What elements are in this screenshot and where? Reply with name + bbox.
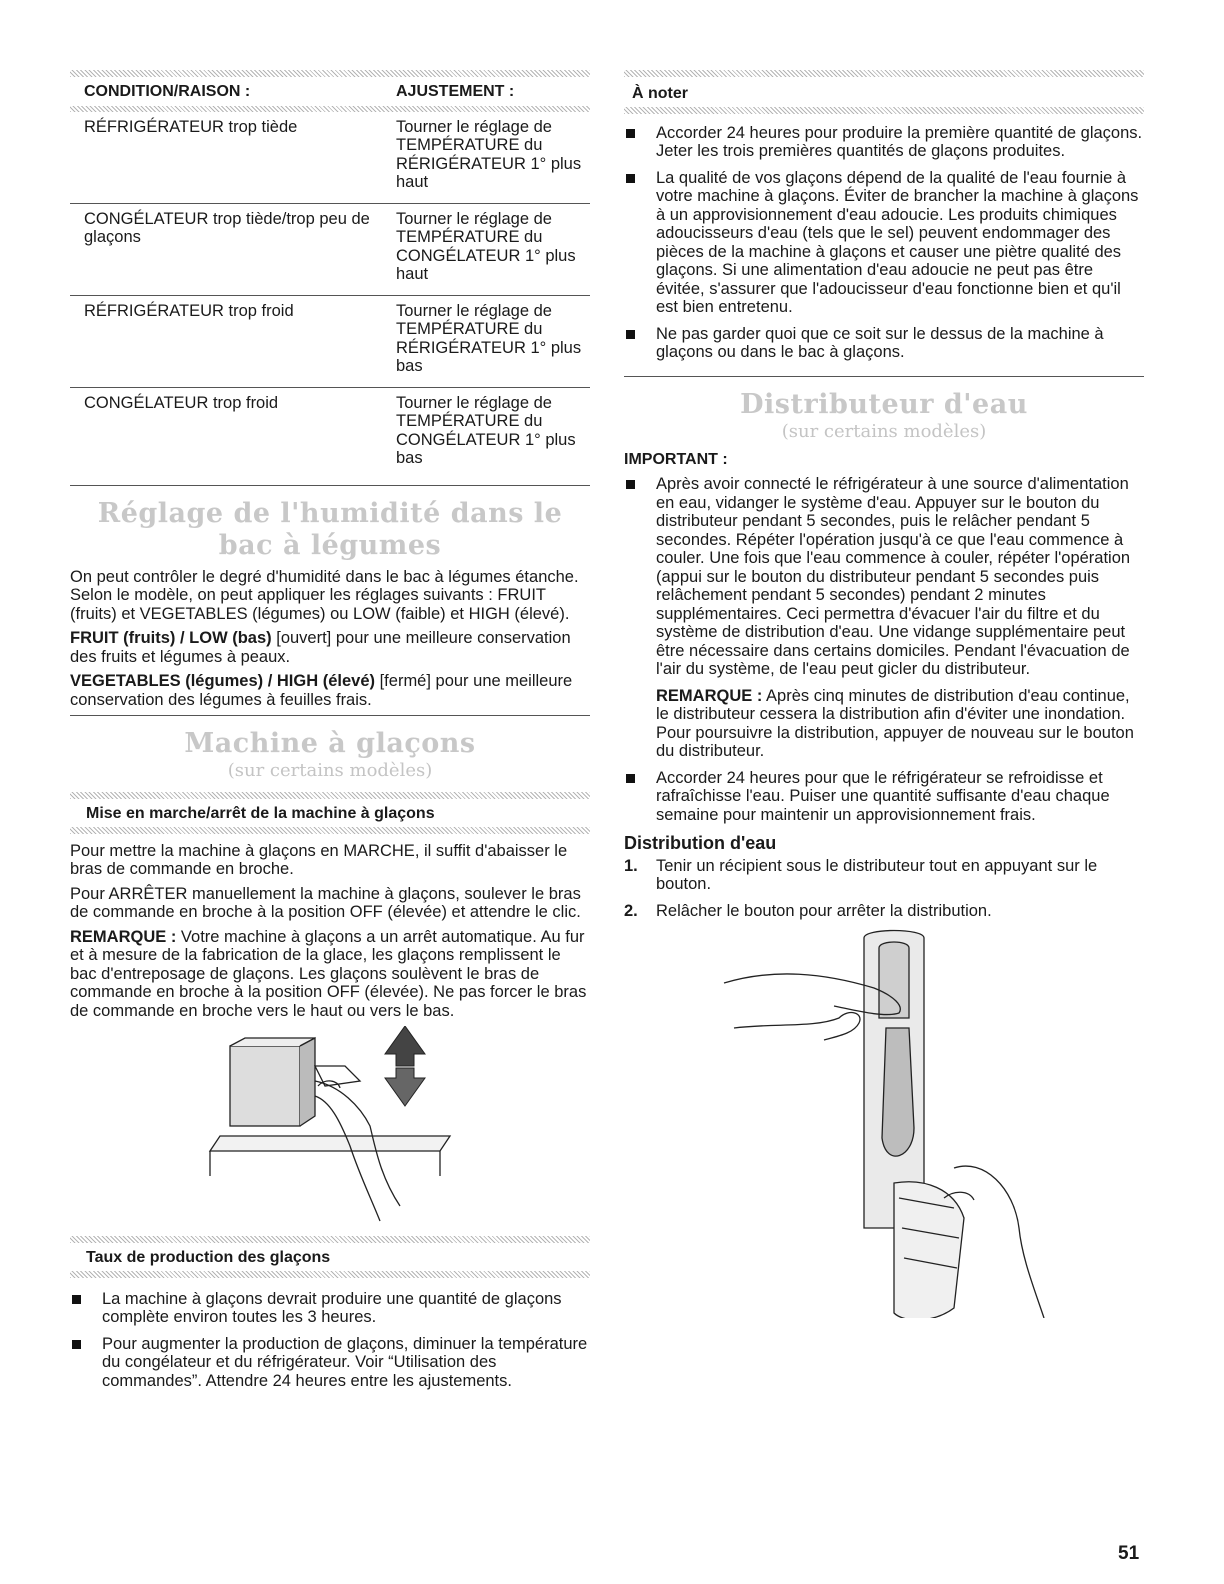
- icemaker-illustration: [70, 1026, 590, 1236]
- table-header-condition: CONDITION/RAISON :: [84, 83, 251, 100]
- subhead-rule-top: [70, 1236, 590, 1243]
- list-item: [624, 857, 1144, 894]
- water-note-label: REMARQUE :: [656, 686, 763, 705]
- dispensing-steps: [624, 857, 1144, 921]
- table-row: [70, 387, 590, 479]
- subhead-rule-top: [70, 792, 590, 799]
- icemaker-rate-list: [70, 1290, 590, 1391]
- table-header-adjustment: AJUSTEMENT :: [396, 83, 515, 100]
- subhead-rule-bottom: [70, 1271, 590, 1278]
- table-cell-adjustment: Tourner le réglage de TEMPÉRATURE du CONGÉLATEUR 1° plus bas: [396, 387, 590, 479]
- table-cell-adjustment: Tourner le réglage de TEMPÉRATURE du CONGÉLATEUR 1° plus haut: [396, 203, 590, 295]
- icemaker-note-label: REMARQUE :: [70, 927, 177, 946]
- step-number: 2.: [624, 901, 638, 920]
- list-item: [624, 475, 1144, 761]
- table-cell-adjustment: Tourner le réglage de TEMPÉRATURE du RÉRIGÉRATEUR 1° plus bas: [396, 295, 590, 387]
- fruit-setting-label: FRUIT (fruits) / LOW (bas): [70, 629, 272, 647]
- list-item: La qualité de vos glaçons dépend de la qualité de l'eau fournie à votre machine à glaçons. Éviter de brancher la machine à glaçons à un approvisionnement d'eau adoucie. Les produits chimiques adoucisseurs d'eau (tels que le sel) peuvent endommager des pièces de la machine à glaçons et causer une piètre qualité des glaçons. Si une alimentation d'eau adoucie ne peut pas être évitée, s'assurer que l'adoucisseur d'eau fonctionne bien et qu'il est bien entretenu.: [624, 169, 1144, 317]
- water-section-subtitle: (sur certains modèles): [781, 420, 987, 442]
- subhead-rule-bottom: [624, 107, 1144, 114]
- table-cell-condition: RÉFRIGÉRATEUR trop froid: [70, 295, 396, 387]
- icemaker-section-title: Machine à glaçons: [184, 728, 476, 759]
- humidity-section-title: Réglage de l'humidité dans le bac à légumes: [97, 497, 563, 561]
- icemaker-note-paragraph: [70, 928, 590, 1021]
- left-column: [70, 70, 590, 1398]
- table-top-rule: [70, 70, 590, 77]
- step-number: 1.: [624, 856, 638, 875]
- veg-setting-text: [fermé] pour une meilleure conservation des légumes à feuilles frais.: [70, 672, 573, 709]
- icemaker-note-text: Votre machine à glaçons a un arrêt automatique. Au fur et à mesure de la fabrication de la glace, les glaçons remplissent le bac d'entreposage de glaçons. Les glaçons soulèvent le bras de commande en broche à la position OFF (élevée). Ne pas forcer le bras de commande en broche vers le haut ou vers le bas.: [70, 927, 587, 1020]
- water-section-title: Distributeur d'eau: [740, 388, 1028, 420]
- notes-list: [624, 124, 1144, 362]
- icemaker-arm-illustration: [70, 1026, 590, 1236]
- right-column: [624, 70, 1144, 1318]
- notes-heading: À noter: [632, 85, 688, 102]
- subhead-rule-top: [624, 70, 1144, 77]
- adjustment-table: [70, 77, 590, 479]
- icemaker-onoff-heading: Mise en marche/arrêt de la machine à glaçons: [86, 805, 435, 822]
- up-down-arrow-icon: [385, 1026, 425, 1106]
- humidity-intro: On peut contrôler le degré d'humidité dans le bac à légumes étanche. Selon le modèle, on peut appliquer les réglages suivants : FRUIT (fruits) et VEGETABLES (légumes) ou LOW (faible) et HIGH (élevé).: [70, 567, 579, 623]
- table-row: [70, 112, 590, 204]
- water-dispenser-illustration: [624, 928, 1144, 1318]
- table-row: [70, 203, 590, 295]
- page-number: 51: [1118, 1543, 1140, 1564]
- table-cell-condition: CONGÉLATEUR trop tiède/trop peu de glaçons: [70, 203, 396, 295]
- icemaker-off-paragraph: Pour ARRÊTER manuellement la machine à glaçons, soulever le bras de commande en broche à la position OFF (élevée) et attendre le clic.: [70, 884, 581, 921]
- water-flush-text: Après avoir connecté le réfrigérateur à une source d'alimentation en eau, vidanger le système d'eau. Appuyer sur le bouton du distributeur pendant 5 secondes, puis le relâcher pendant 5 secondes. Répéter l'opération jusqu'à ce que l'eau commence à couler. Une fois que l'eau commence à couler, répéter l'opération (appui sur le bouton du distributeur pendant 5 secondes puis relâchement pendant 5 secondes) pendant 2 minutes supplémentaires. Ceci permettra d'évacuer l'air du filtre et du système de distribution d'eau. Une vidange supplémentaire peut être nécessaire dans certains domiciles. Pendant l'évacuation de l'air du système, de l'eau peut gicler du distributeur.: [656, 475, 1131, 678]
- fruit-setting-text: [ouvert] pour une meilleure conservation des fruits et légumes à peaux.: [70, 629, 571, 666]
- table-cell-condition: RÉFRIGÉRATEUR trop tiède: [84, 117, 298, 136]
- water-note-text: Après cinq minutes de distribution d'eau continue, le distributeur cessera la distribution afin d'éviter une inondation. Pour poursuivre la distribution, appuyer de nouveau sur le bouton du distributeur.: [656, 686, 1134, 760]
- list-item: Accorder 24 heures pour produire la première quantité de glaçons. Jeter les trois premières quantités de glaçons produites.: [624, 124, 1144, 161]
- water-list: [624, 475, 1144, 824]
- table-row: [70, 295, 590, 387]
- humidity-veg-paragraph: [70, 672, 590, 709]
- table-header-row: [70, 77, 590, 106]
- water-note-paragraph: [656, 687, 1144, 761]
- icemaker-section-subtitle: (sur certains modèles): [227, 760, 433, 781]
- humidity-fruit-paragraph: [70, 629, 590, 666]
- important-label: IMPORTANT :: [624, 450, 728, 468]
- step-text: Tenir un récipient sous le distributeur tout en appuyant sur le bouton.: [656, 856, 1098, 893]
- subhead-rule-bottom: [70, 827, 590, 834]
- step-text: Relâcher le bouton pour arrêter la distribution.: [656, 901, 992, 920]
- icemaker-on-paragraph: Pour mettre la machine à glaçons en MARCHE, il suffit d'abaisser le bras de commande en broche.: [70, 841, 568, 878]
- list-item: La machine à glaçons devrait produire une quantité de glaçons complète environ toutes les 3 heures.: [70, 1290, 590, 1327]
- table-cell-condition: CONGÉLATEUR trop froid: [70, 387, 396, 479]
- dispensing-heading: Distribution d'eau: [624, 833, 777, 853]
- list-item: Accorder 24 heures pour que le réfrigérateur se refroidisse et rafraîchisse l'eau. Puiser une quantité suffisante d'eau chaque semaine pour maintenir un approvisionnement frais.: [624, 769, 1144, 825]
- list-item: [624, 902, 1144, 921]
- list-item: Pour augmenter la production de glaçons, diminuer la température du congélateur et du réfrigérateur. Voir “Utilisation des commandes”. Attendre 24 heures entre les ajustements.: [70, 1335, 590, 1391]
- dispenser-illustration: [624, 928, 1144, 1318]
- list-item: Ne pas garder quoi que ce soit sur le dessus de la machine à glaçons ou dans le bac à glaçons.: [624, 325, 1144, 362]
- icemaker-rate-heading: Taux de production des glaçons: [86, 1249, 331, 1266]
- table-cell-adjustment: Tourner le réglage de TEMPÉRATURE du RÉRIGÉRATEUR 1° plus haut: [396, 117, 582, 191]
- veg-setting-label: VEGETABLES (légumes) / HIGH (élevé): [70, 672, 376, 690]
